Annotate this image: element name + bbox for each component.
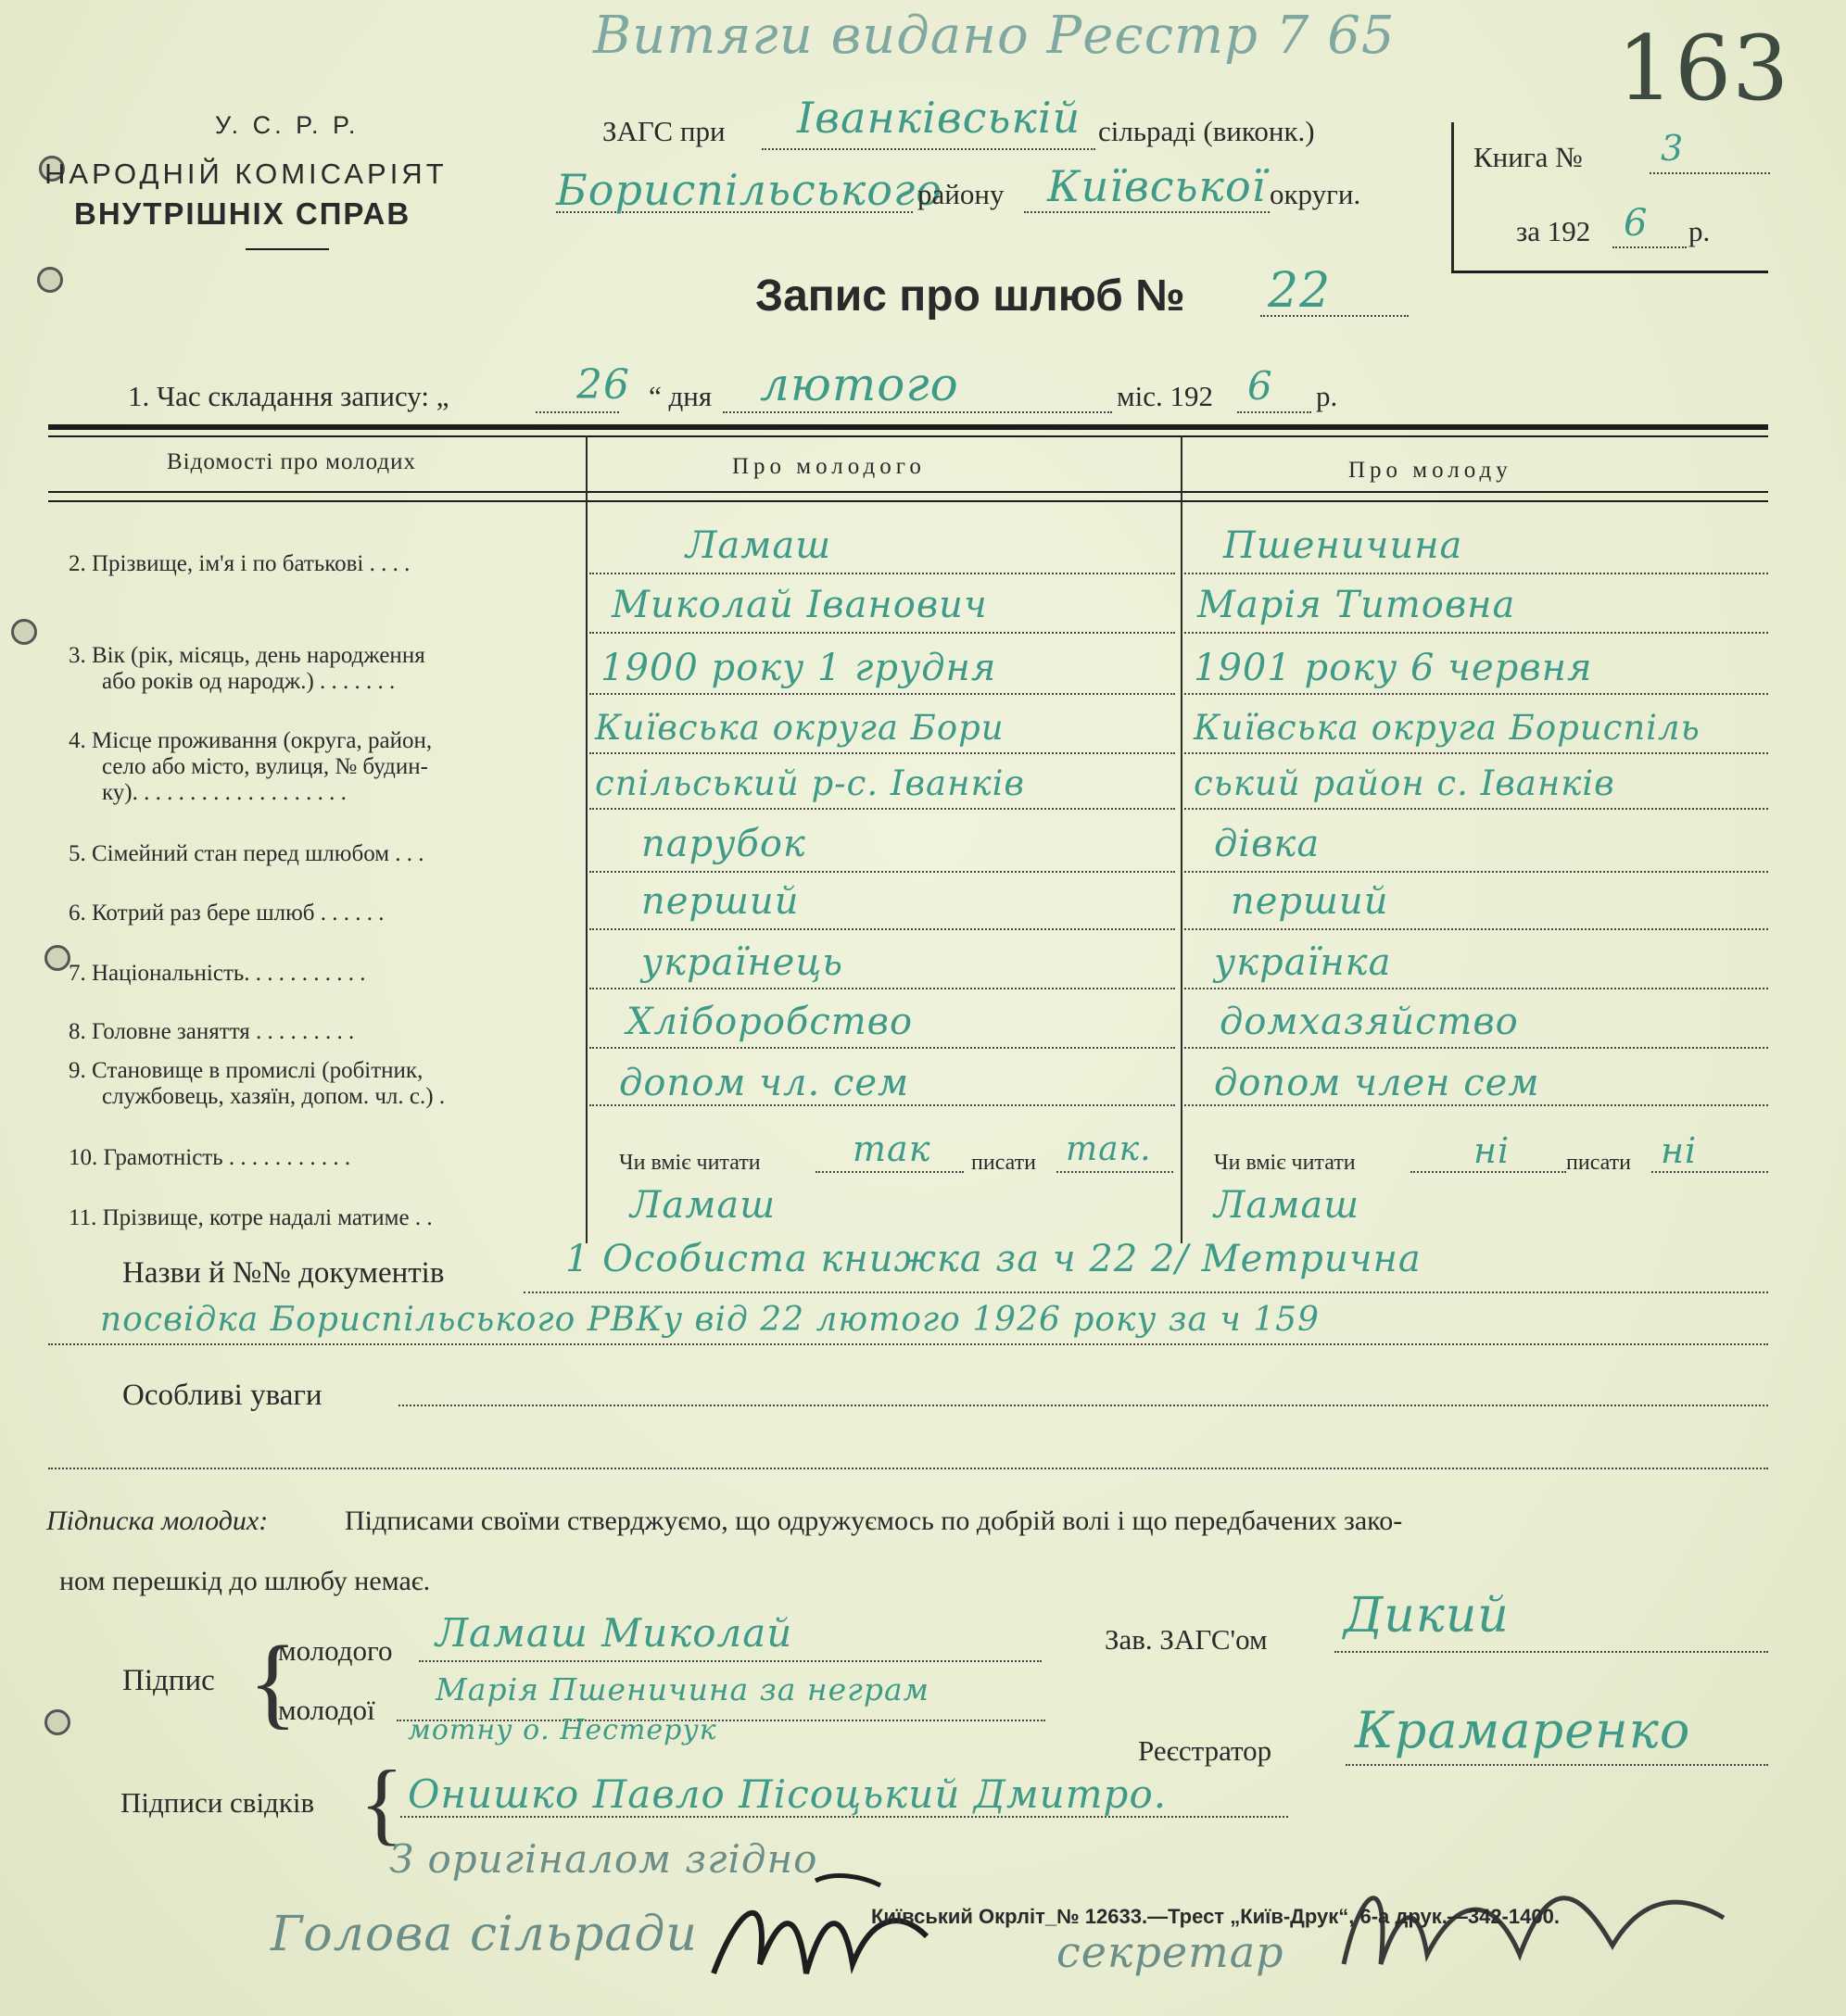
witnesses-signatures: Онишко Павло Пісоцький Дмитро. xyxy=(408,1771,1168,1817)
council-handwritten: Іванківській xyxy=(797,93,1081,143)
district-handwritten: Бориспільського xyxy=(556,165,942,215)
internal-affairs-label: ВНУТРІШНІХ СПРАВ xyxy=(74,196,411,231)
row-label-position: 9. Становище в промислі (робітник, xyxy=(69,1058,424,1083)
row-line xyxy=(589,632,1175,634)
bride-future-surname: Ламаш xyxy=(1214,1184,1360,1227)
documents-line-2 xyxy=(48,1343,1768,1345)
row-label-age: 3. Вік (рік, місяць, день народження xyxy=(69,643,425,668)
council-line xyxy=(762,148,1095,150)
entry-time-label: 1. Час складання запису: „ xyxy=(128,380,449,412)
row-label-marriage-count: 6. Котрий раз бере шлюб . . . . . . xyxy=(69,901,385,926)
groom-occupation: Хліборобство xyxy=(626,1001,914,1043)
groom-marriage-count: перший xyxy=(641,880,800,923)
groom-nationality: українець xyxy=(641,941,844,984)
record-title: Запис про шлюб № xyxy=(755,271,1185,321)
entry-day-label: “ дня xyxy=(649,380,713,412)
groom-can-write: так. xyxy=(1066,1130,1152,1168)
entry-month-handwritten: лютого xyxy=(760,358,959,411)
bride-write-label: писати xyxy=(1566,1151,1631,1175)
header-info: Відомості про молодих xyxy=(167,449,416,474)
groom-birth: 1900 року 1 грудня xyxy=(601,647,997,689)
groom-read-label: Чи вміє читати xyxy=(619,1151,761,1175)
certification-note-2: Голова сільради xyxy=(271,1907,698,1962)
certification-note-1: З оригіналом згідно xyxy=(389,1836,818,1882)
table-top-rule xyxy=(48,424,1768,430)
signature-brace: { xyxy=(248,1625,297,1738)
row-label-surname: 2. Прізвище, ім'я і по батькові . . . . xyxy=(69,551,411,576)
signature-label: Підпис xyxy=(122,1664,215,1697)
groom-write-label: писати xyxy=(971,1151,1036,1175)
groom-marital-status: парубок xyxy=(641,823,806,865)
groom-surname: Ламаш xyxy=(686,524,832,567)
row-line xyxy=(589,752,1175,754)
row-label-residence-3: ку). . . . . . . . . . . . . . . . . . . xyxy=(102,780,347,805)
bride-signature-2: мотну о. Нестерук xyxy=(408,1714,717,1746)
row-line xyxy=(589,693,1175,695)
bride-residence-2: ський район с. Іванків xyxy=(1194,763,1615,803)
entry-day-line xyxy=(536,411,619,413)
certification-note-3: секретар xyxy=(1056,1927,1284,1977)
bride-signature-1: Марія Пшеничина за неграм xyxy=(436,1671,929,1707)
header-bride: Про молоду xyxy=(1348,458,1512,483)
book-year-line xyxy=(1612,246,1687,248)
row-line xyxy=(589,1104,1175,1106)
groom-signature: Ламаш Миколай xyxy=(436,1610,793,1656)
groom-position: допом чл. сем xyxy=(619,1062,910,1104)
folio-number: 163 xyxy=(1617,17,1790,120)
commissariat-label: НАРОДНІЙ КОМІСАРІЯТ xyxy=(44,158,448,190)
bride-can-write: ні xyxy=(1661,1130,1698,1171)
row-line xyxy=(1184,808,1768,810)
book-box-bottom xyxy=(1451,271,1768,273)
book-box-left xyxy=(1451,122,1454,271)
bride-position: допом член сем xyxy=(1214,1062,1540,1104)
table-header-rule xyxy=(48,491,1768,493)
witnesses-label: Підписи свідків xyxy=(120,1786,315,1819)
header-groom: Про молодого xyxy=(732,454,926,479)
row-line xyxy=(1184,1104,1768,1106)
bride-surname: Пшеничина xyxy=(1223,524,1463,567)
bride-birth: 1901 року 6 червня xyxy=(1194,647,1593,689)
top-handwritten-note: Витяги видано Реєстр 7 65 xyxy=(593,6,1396,66)
documents-value-1: 1 Особиста книжка за ч 22 2/ Метрична xyxy=(565,1238,1422,1280)
row-line xyxy=(1184,928,1768,930)
registrar-signature-line xyxy=(1346,1764,1768,1766)
punch-hole xyxy=(37,267,63,293)
entry-month-label: міс. 192 xyxy=(1117,380,1213,412)
row-label-marital-status: 5. Сімейний стан перед шлюбом . . . xyxy=(69,841,424,866)
usrr-label: У. С. Р. Р. xyxy=(215,111,360,139)
groom-future-surname: Ламаш xyxy=(630,1184,777,1227)
bride-given-names: Марія Титовна xyxy=(1197,584,1516,626)
groom-signature-line xyxy=(419,1660,1042,1662)
row-line xyxy=(1184,1047,1768,1049)
row-line xyxy=(1184,752,1768,754)
zags-prefix: ЗАГС при xyxy=(602,115,726,147)
row-label-occupation: 8. Головне заняття . . . . . . . . . xyxy=(69,1019,355,1044)
groom-given-names: Миколай Іванович xyxy=(612,584,988,626)
declaration-text-2: ном перешкід до шлюбу немає. xyxy=(59,1566,431,1596)
declaration-lead: Підписка молодих: xyxy=(46,1506,269,1536)
head-signature: Дикий xyxy=(1344,1588,1510,1644)
record-number-handwritten: 22 xyxy=(1268,263,1332,319)
okruha-label: округи. xyxy=(1270,178,1361,210)
row-label-nationality: 7. Національність. . . . . . . . . . . xyxy=(69,961,366,986)
entry-year-suffix: р. xyxy=(1316,380,1338,412)
head-signature-line xyxy=(1334,1651,1768,1653)
registrar-label: Реєстратор xyxy=(1138,1734,1272,1767)
bride-can-read: ні xyxy=(1473,1130,1511,1171)
table-top-rule-thin xyxy=(48,435,1768,437)
book-year-prefix: за 192 xyxy=(1516,215,1591,247)
declaration-text-1: Підписами своїми стверджуємо, що одружуємось по добрій волі і що передбачених зако- xyxy=(345,1506,1403,1536)
table-col-divider-1 xyxy=(586,435,588,1243)
entry-year-handwritten: 6 xyxy=(1247,363,1273,409)
row-label-future-surname: 11. Прізвище, котре надалі матиме . . xyxy=(69,1205,433,1230)
witnesses-brace: { xyxy=(360,1751,404,1854)
book-year-handwritten: 6 xyxy=(1624,202,1649,245)
row-line xyxy=(589,808,1175,810)
bride-read-label: Чи вміє читати xyxy=(1214,1151,1356,1175)
row-line xyxy=(1184,693,1768,695)
row-line xyxy=(1184,573,1768,574)
book-number-handwritten: 3 xyxy=(1661,128,1685,169)
bride-write-line xyxy=(1651,1171,1768,1173)
council-suffix: сільраді (виконк.) xyxy=(1098,115,1315,147)
row-line xyxy=(1184,632,1768,634)
entry-year-line xyxy=(1237,411,1311,413)
book-number-line xyxy=(1650,172,1770,174)
entry-day-handwritten: 26 xyxy=(576,361,630,409)
groom-can-read: так xyxy=(853,1128,931,1169)
row-line xyxy=(589,1047,1175,1049)
bride-marriage-count: перший xyxy=(1231,880,1389,923)
row-label-position-2: службовець, хазяїн, допом. чл. с.) . xyxy=(102,1084,446,1109)
bride-marital-status: дівка xyxy=(1214,823,1321,865)
groom-residence-2: спільський р-с. Іванків xyxy=(595,763,1025,803)
punch-hole xyxy=(11,619,37,645)
row-line xyxy=(589,871,1175,873)
table-header-rule2 xyxy=(48,500,1768,502)
bride-occupation: домхазяйство xyxy=(1220,1001,1519,1043)
row-label-residence-2: село або місто, вулиця, № будин- xyxy=(102,754,428,779)
row-label-age-2: або років од народж.) . . . . . . . xyxy=(102,669,396,694)
punch-hole xyxy=(44,1709,70,1735)
row-line xyxy=(1184,871,1768,873)
groom-read-line xyxy=(816,1171,964,1173)
entry-month-line xyxy=(723,411,1112,413)
row-line xyxy=(589,928,1175,930)
bride-residence-1: Київська округа Бориспіль xyxy=(1194,708,1701,748)
header-rule xyxy=(246,248,329,250)
remarks-line-2 xyxy=(48,1468,1768,1469)
registrar-signature: Крамаренко xyxy=(1355,1701,1691,1759)
punch-hole xyxy=(44,945,70,971)
groom-write-line xyxy=(1056,1171,1173,1173)
bride-read-line xyxy=(1410,1171,1566,1173)
book-label: Книга № xyxy=(1473,141,1583,173)
table-col-divider-2 xyxy=(1181,435,1182,1243)
documents-label: Назви й №№ документів xyxy=(122,1256,445,1290)
row-label-literacy: 10. Грамотність . . . . . . . . . . . xyxy=(69,1145,351,1170)
print-imprint: Київський Окрліт_№ 12633.—Трест „Київ-Друк“, 6-а друк.—342-1400. xyxy=(871,1905,1560,1928)
groom-signature-label: молодого xyxy=(278,1634,393,1667)
groom-residence-1: Київська округа Бори xyxy=(595,708,1005,748)
documents-value-2: посвідка Бориспільського РВКу від 22 лютого 1926 року за ч 159 xyxy=(100,1301,1320,1339)
bride-nationality: українка xyxy=(1214,941,1392,984)
row-label-residence: 4. Місце проживання (округа, район, xyxy=(69,728,433,753)
documents-line-1 xyxy=(524,1292,1768,1293)
row-line xyxy=(589,988,1175,989)
district-label: району xyxy=(917,178,1005,210)
row-line xyxy=(589,573,1175,574)
row-line xyxy=(1184,988,1768,989)
chairman-signature-scrawl xyxy=(704,1862,945,2001)
remarks-line-1 xyxy=(398,1405,1768,1406)
head-label: Зав. ЗАГС'ом xyxy=(1105,1623,1268,1656)
book-year-suffix: р. xyxy=(1688,215,1711,247)
bride-signature-label: молодої xyxy=(278,1694,375,1726)
okruha-handwritten: Київської xyxy=(1047,161,1267,211)
okruha-line xyxy=(1024,211,1270,213)
remarks-label: Особливі уваги xyxy=(122,1379,322,1412)
